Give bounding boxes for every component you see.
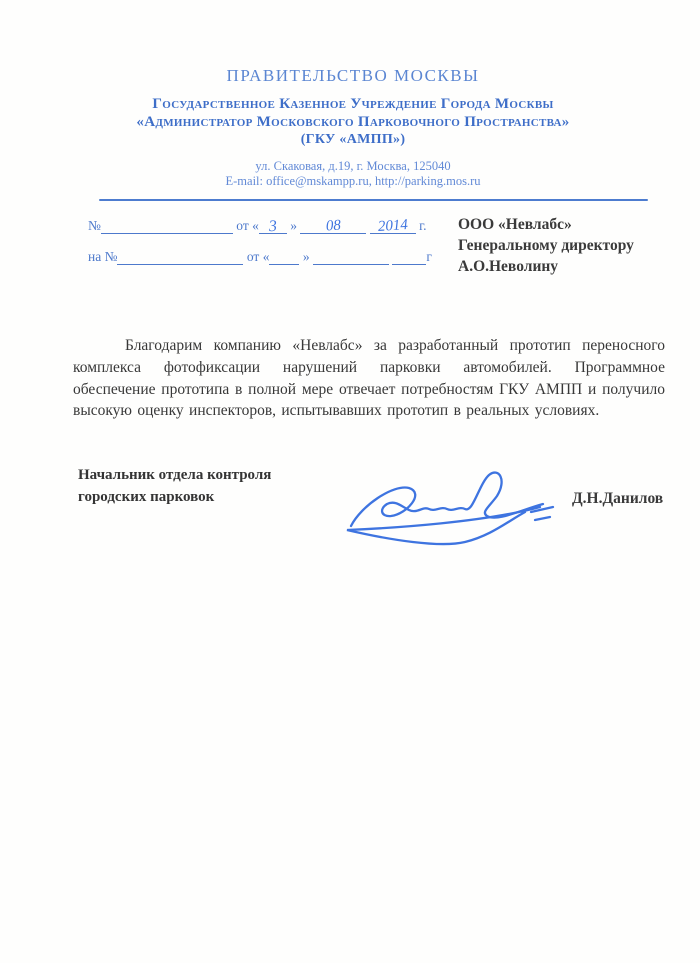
ref-year-blank: [370, 216, 416, 236]
recipient-position: Генеральному директору: [458, 237, 634, 254]
ref2-day-blank: [269, 250, 299, 265]
handwritten-day: 3: [268, 217, 278, 236]
reference-line-outgoing: [88, 218, 427, 234]
ref-year-suffix: г.: [419, 218, 427, 233]
handwritten-month: 08: [325, 217, 342, 235]
ref-month-blank: [300, 219, 366, 234]
ref2-quote-close: »: [302, 249, 310, 264]
org-address: ул. Скаковая, д.19, г. Москва, 125040: [255, 159, 451, 173]
ref-from-label: от «: [236, 218, 259, 233]
ref2-year-suffix: г: [426, 249, 432, 264]
ref2-number-blank: [117, 250, 243, 265]
signer-position-line1: Начальник отдела контроля: [78, 467, 272, 483]
ref2-na-label: на №: [88, 249, 118, 264]
government-title: ПРАВИТЕЛЬСТВО МОСКВЫ: [226, 66, 480, 85]
ref2-from-label: от «: [246, 249, 270, 264]
signer-position: [78, 464, 271, 508]
org-name-line2: «Администратор Московского Парковочного Пространства»: [136, 114, 570, 130]
org-contacts: E-mail: office@mskampp.ru, http://parking.mos.ru: [225, 174, 481, 188]
ref-no-label: №: [88, 218, 101, 233]
recipient-block: [458, 214, 634, 277]
recipient-name: А.О.Неволину: [458, 258, 559, 275]
reference-line-incoming: [88, 249, 432, 265]
ref-quote-close: »: [290, 218, 297, 233]
org-short-name: (ГКУ «АМПП»): [300, 132, 406, 147]
signer-position-line2: городских парковок: [78, 489, 215, 505]
recipient-company: ООО «Невлабс»: [458, 216, 572, 233]
org-name-line1: Государственное Казенное Учреждение Города Москвы: [152, 96, 554, 112]
ref2-month-blank: [313, 250, 389, 265]
letter-body: Благодарим компанию «Невлабс» за разработанный прототип переносного комплекса фотофиксации нарушений парковки автомобилей. Программное обеспечение прототипа в полной мере отвечает потребностям ГКУ АМПП и получило высокую оценку инспекторов, испытывавших прототип в реальных условиях.: [73, 337, 665, 420]
signer-name: Д.Н.Данилов: [572, 490, 664, 507]
ref-day-blank: [259, 219, 287, 234]
ref-number-blank: [101, 219, 233, 234]
handwritten-year: 2014: [377, 216, 409, 236]
letterhead-divider: [99, 199, 648, 201]
signature-ink: [335, 460, 565, 555]
ref2-year-blank: [392, 250, 426, 265]
